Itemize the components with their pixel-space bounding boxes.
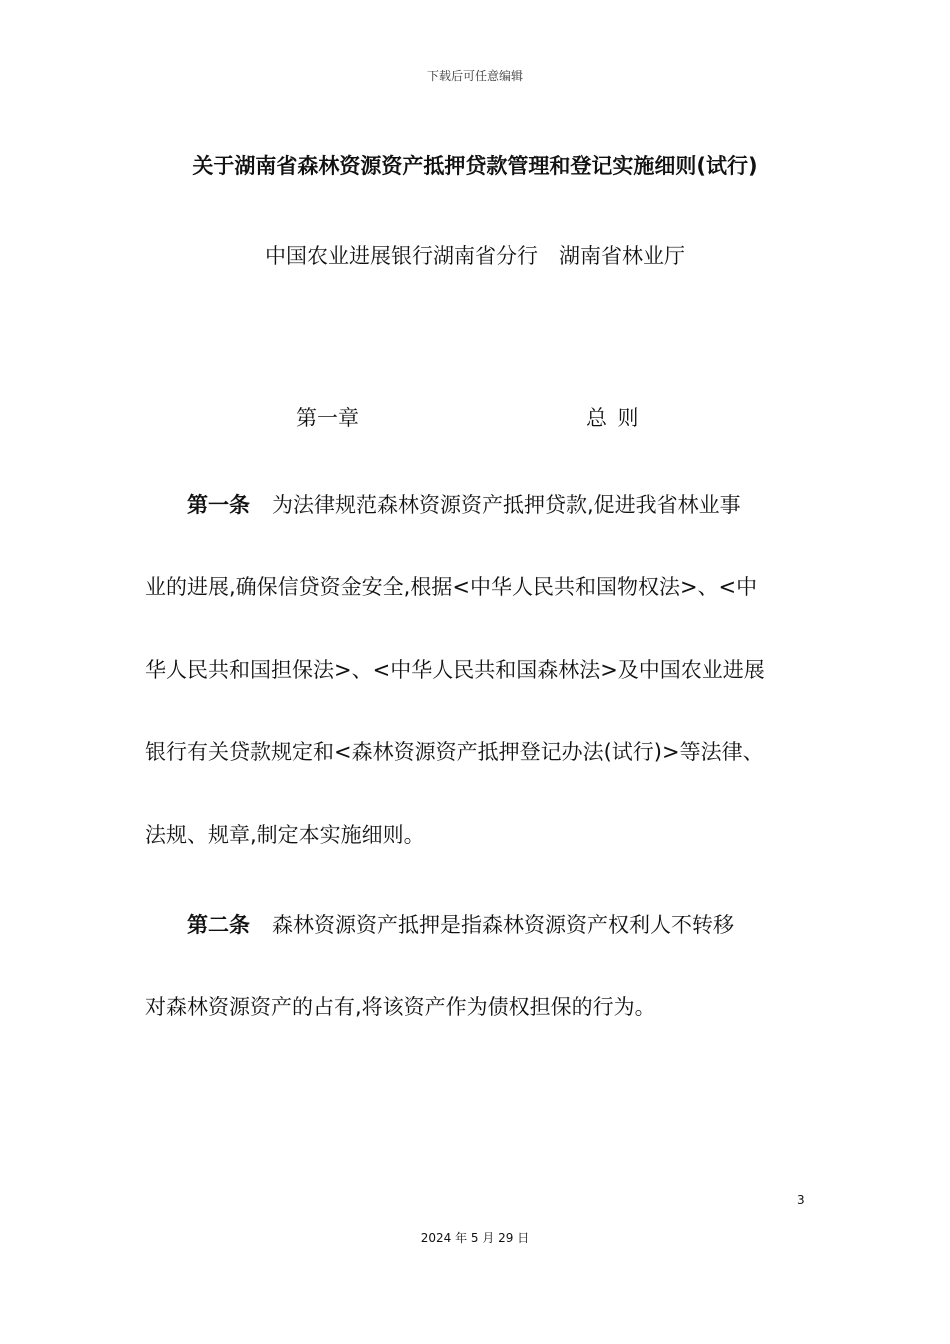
article-1-label: 第一条	[187, 493, 250, 517]
article-2-line: 对森林资源资产的占有,将该资产作为债权担保的行为。	[145, 995, 656, 1019]
article-1-first-line	[187, 490, 810, 520]
issuing-bodies: 中国农业进展银行湖南省分行 湖南省林业厅	[265, 244, 685, 268]
header-note: 下载后可任意编辑	[426, 69, 523, 83]
article-2-first-line	[187, 910, 810, 940]
chapter-name: 总则	[586, 406, 649, 430]
article-2-label: 第二条	[187, 913, 250, 937]
chapter-number: 第一章	[296, 406, 359, 430]
article-2-text: 森林资源资产抵押是指森林资源资产权利人不转移	[272, 913, 734, 937]
article-1-line: 业的进展,确保信贷资金安全,根据<中华人民共和国物权法>、<中	[145, 575, 758, 599]
article-1-line: 银行有关贷款规定和<森林资源资产抵押登记办法(试行)>等法律、	[145, 740, 764, 764]
article-1-line: 华人民共和国担保法>、<中华人民共和国森林法>及中国农业进展	[145, 658, 765, 682]
document-title: 关于湖南省森林资源资产抵押贷款管理和登记实施细则(试行)	[192, 154, 758, 178]
page-number: 3	[797, 1193, 805, 1207]
article-1-text: 为法律规范森林资源资产抵押贷款,促进我省林业事	[272, 493, 741, 517]
footer-date: 2024 年 5 月 29 日	[420, 1231, 530, 1245]
article-1-line: 法规、规章,制定本实施细则。	[145, 823, 425, 847]
